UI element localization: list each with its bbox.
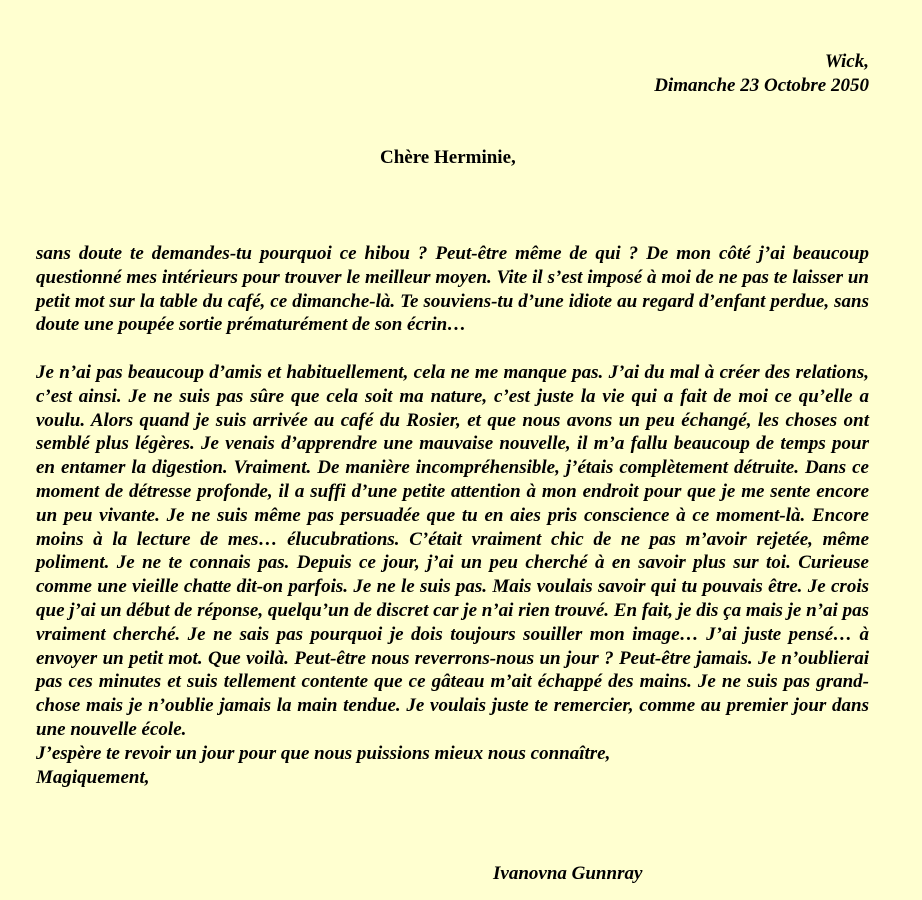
letter-page (36, 0, 869, 900)
letter-sign-off: Magiquement, (36, 766, 150, 788)
letter-paragraph-2: Je n’ai pas beaucoup d’amis et habituellement, cela ne me manque pas. J’ai du mal à créer des relations, c’est ainsi. Je ne suis pas sûre que cela soit ma nature, c’est juste la vie qui a fait de moi ce qu’elle a voulu. Alors quand je suis arrivée au café du Rosier, et que nous avons un peu échangé, les choses ont semblé plus légères. Je venais d’apprendre une mauvaise nouvelle, il m’a fallu beaucoup de temps pour en entamer la digestion. Vraiment. De manière incompréhensible, j’étais complètement détruite. Dans ce moment de détresse profonde, il a suffi d’une petite attention à mon endroit pour que je me sente encore un peu vivante. Je ne suis même pas persuadée que tu en aies pris conscience à ce moment-là. Encore moins à la lecture de mes… élucubrations. C’était vraiment chic de ne pas m’avoir rejetée, même poliment. Je ne te connais pas. Depuis ce jour, j’ai un peu cherché à en savoir plus sur toi. Curieuse comme une vieille chatte dit-on parfois. Je ne le suis pas. Mais voulais savoir qui tu pouvais être. Je crois que j’ai un début de réponse, quelqu’un de discret car je n’ai rien trouvé. En fait, je dis ça mais je n’ai pas vraiment cherché. Je ne sais pas pourquoi je dois toujours souiller mon image… J’ai juste pensé… à envoyer un petit mot. Que voilà. Peut-être nous reverrons-nous un jour ? Peut-être jamais. Je n’oublierai pas ces minutes et suis tellement contente que ce gâteau m’ait échappé des mains. Je ne suis pas grand-chose mais je n’oublie jamais la main tendue. Je voulais juste te remercier, comme au premier jour dans une nouvelle école. (36, 361, 869, 740)
letter-body (36, 242, 869, 789)
letter-signature: Ivanovna Gunnray (493, 863, 643, 884)
letter-place: Wick, (824, 51, 869, 72)
letter-closing-line: J’espère te revoir un jour pour que nous puissions mieux nous connaître, (36, 742, 611, 764)
letter-paragraph-1: sans doute te demandes-tu pourquoi ce hibou ? Peut-être même de qui ? De mon côté j’ai beaucoup questionné mes intérieurs pour trouver le meilleur moyen. Vite il s’est imposé à moi de ne pas te laisser un petit mot sur la table du café, ce dimanche-là. Te souviens-tu d’une idiote au regard d’enfant perdue, sans doute une poupée sortie prématurément de son écrin… (36, 243, 869, 336)
letter-salutation: Chère Herminie, (380, 147, 516, 168)
paragraph-spacer (36, 337, 869, 361)
letter-date: Dimanche 23 Octobre 2050 (654, 75, 869, 96)
